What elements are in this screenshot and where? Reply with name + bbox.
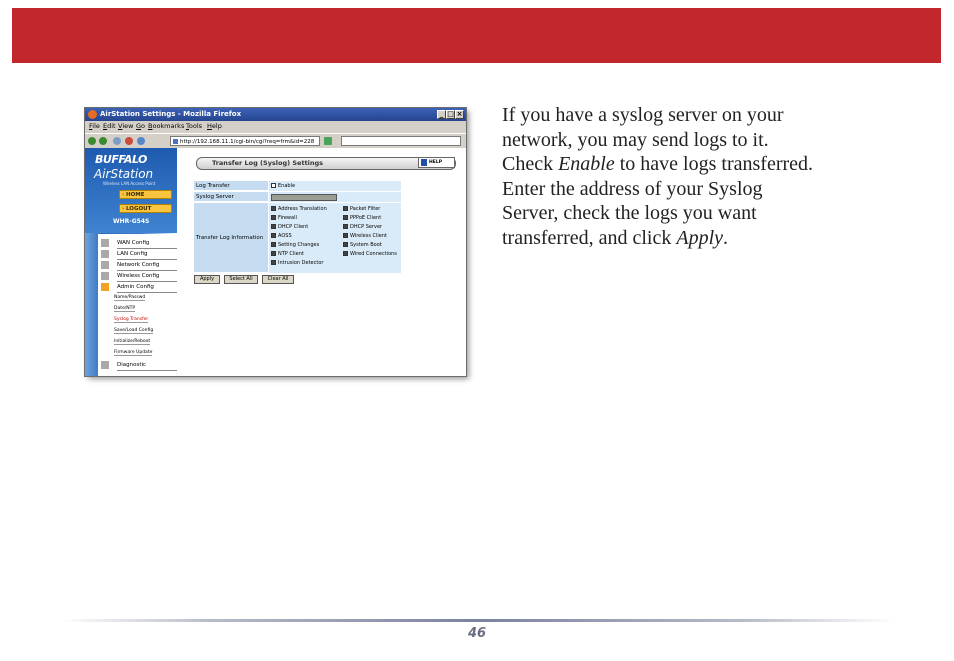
logout-button[interactable] [119,204,172,213]
menu-arrow-icon [101,250,109,258]
menu-edit[interactable]: Edit [103,122,116,130]
clear-all-button[interactable]: Clear All [262,275,294,284]
log-label: Wired Connections [350,251,397,257]
log-label: Packet Filter [350,206,381,212]
transfer-info-cell [269,203,401,274]
log-label: Wireless Client [350,233,387,239]
log-checkbox-address-translation[interactable] [271,206,276,211]
log-transfer-cell [269,181,401,192]
forward-icon[interactable] [99,137,107,145]
submenu-date-ntp[interactable]: Date/NTP [114,306,136,311]
menu-file[interactable]: File [89,122,100,130]
menu-bar [85,121,466,132]
menu-arrow-icon [101,272,109,280]
nav-toolbar [85,133,466,149]
url-input[interactable] [170,136,320,146]
header-banner [12,8,941,63]
firefox-icon [88,110,97,119]
log-label: DHCP Client [278,224,309,230]
menu-item-label: Network Config [117,260,177,271]
log-checkbox-firewall[interactable] [271,215,276,220]
paragraph-line [502,152,922,177]
instruction-paragraph [502,103,922,250]
log-label: NTP Client [278,251,304,257]
log-checkbox-wireless-client[interactable] [343,233,348,238]
submenu-save-load-config[interactable]: Save/Load Config [114,328,154,333]
log-label: DHCP Server [350,224,383,230]
search-input[interactable] [341,136,461,146]
log-checkbox-dhcp-client[interactable] [271,224,276,229]
submenu-name-passwd[interactable]: Name/Passwd [114,295,146,300]
window-title: AirStation Settings - Mozilla Firefox [100,110,242,118]
home-icon[interactable] [137,137,145,145]
site-icon [173,139,178,144]
log-label: Setting Changes [278,242,320,248]
log-checkbox-dhcp-server[interactable] [343,224,348,229]
model-name: WHR-G54S [113,218,150,225]
sidebar [85,148,177,376]
menu-go[interactable]: Go [136,122,146,130]
paragraph-line: Server, check the logs you want [502,202,757,224]
help-button-label: HELP [429,160,443,165]
menu-arrow-icon [101,283,109,291]
menu-item-label: WAN Config [117,238,177,249]
emphasis-apply: Apply [676,226,724,249]
menu-arrow-icon [101,361,109,369]
menu-item-wan-config[interactable] [101,238,178,248]
submenu-syslog-transfer[interactable]: Syslog Transfer [114,317,149,322]
text-run: transferred, and click [502,226,677,249]
footer-rule [60,619,894,622]
submenu-firmware-update[interactable]: Firmware Update [114,350,153,355]
log-label: AOSS [278,233,292,239]
apply-button[interactable]: Apply [194,275,220,284]
text-run: . [723,226,729,249]
log-label: Firewall [278,215,297,221]
menu-item-label: Diagnostic [117,360,177,371]
menu-item-admin-config[interactable] [101,282,178,292]
page-number: 46 [467,626,487,641]
logout-button-label: LOGOUT [126,206,152,212]
brand-logo: BUFFALO [95,153,147,166]
enable-checkbox[interactable] [271,183,276,188]
log-label: PPPoE Client [350,215,382,221]
stop-icon[interactable] [125,137,133,145]
menu-arrow-icon [101,239,109,247]
reload-icon[interactable] [113,137,121,145]
menu-arrow-icon [101,261,109,269]
log-label: Intrusion Detector [278,260,324,266]
log-checkbox-aoss[interactable] [271,233,276,238]
paragraph-line: If you have a syslog server on your [502,104,784,126]
help-button[interactable] [418,157,455,168]
log-checkbox-ntp-client[interactable] [271,251,276,256]
enable-label: Enable [278,183,296,189]
page-title [196,157,456,170]
url-text: http://192.168.11.1/cgi-bin/cgi?req=frm&id=228 [180,139,315,145]
menu-item-diagnostic[interactable] [101,360,178,370]
home-button[interactable] [119,190,172,199]
paragraph-line: network, you may send logs to it. [502,128,769,151]
log-checkbox-intrusion-detector[interactable] [271,260,276,265]
chevron-right-icon: › [122,192,125,198]
submenu-initialize-reboot[interactable]: Initialize/Reboot [114,339,151,344]
log-checkbox-pppoe-client[interactable] [343,215,348,220]
chevron-right-icon: › [122,206,125,212]
product-tagline: Wireless LAN Access Point [103,181,156,186]
log-transfer-label: Log Transfer [194,181,268,191]
menu-item-wireless-config[interactable] [101,271,178,281]
syslog-server-input[interactable] [271,194,337,201]
select-all-button[interactable]: Select All [224,275,258,284]
menu-help[interactable]: Help [207,122,222,130]
help-icon [421,159,427,166]
text-run: to have logs transferred. [614,153,814,175]
sidebar-header [85,148,177,233]
syslog-server-label: Syslog Server [194,192,268,202]
back-icon[interactable] [88,137,96,145]
home-button-label: HOME [126,192,145,198]
menu-item-network-config[interactable] [101,260,178,270]
minimize-icon[interactable]: _ [437,110,446,119]
transfer-info-label: Transfer Log Information [194,203,268,273]
log-checkbox-wired-connections[interactable] [343,251,348,256]
emphasis-enable: Enable [558,153,615,175]
menu-item-label: Wireless Config [117,271,177,282]
log-checkbox-packet-filter[interactable] [343,206,348,211]
menu-item-label: LAN Config [117,249,177,260]
go-icon[interactable] [324,137,332,145]
page-title-text: Transfer Log (Syslog) Settings [212,159,324,167]
product-logo: AirStation [94,167,154,181]
syslog-server-cell [269,192,401,203]
menu-item-lan-config[interactable] [101,249,178,259]
paragraph-line: Enter the address of your Syslog [502,177,763,200]
log-label: Address Translation [278,206,327,212]
page-content [85,148,466,376]
window-titlebar [85,108,466,121]
log-checkbox-system-boot[interactable] [343,242,348,247]
text-run: Check [502,153,559,175]
maximize-icon[interactable]: □ [447,110,454,118]
close-icon[interactable]: × [456,110,463,118]
paragraph-line [502,226,922,251]
menu-bookmarks[interactable]: Bookmarks [148,122,185,130]
menu-tools[interactable]: Tools [186,122,203,130]
menu-view[interactable]: View [118,122,134,130]
settings-menu [98,234,177,376]
menu-item-label: Admin Config [117,282,177,293]
log-checkbox-setting-changes[interactable] [271,242,276,247]
log-label: System Boot [350,242,382,248]
router-settings-screenshot [84,107,467,377]
settings-table [194,181,401,273]
